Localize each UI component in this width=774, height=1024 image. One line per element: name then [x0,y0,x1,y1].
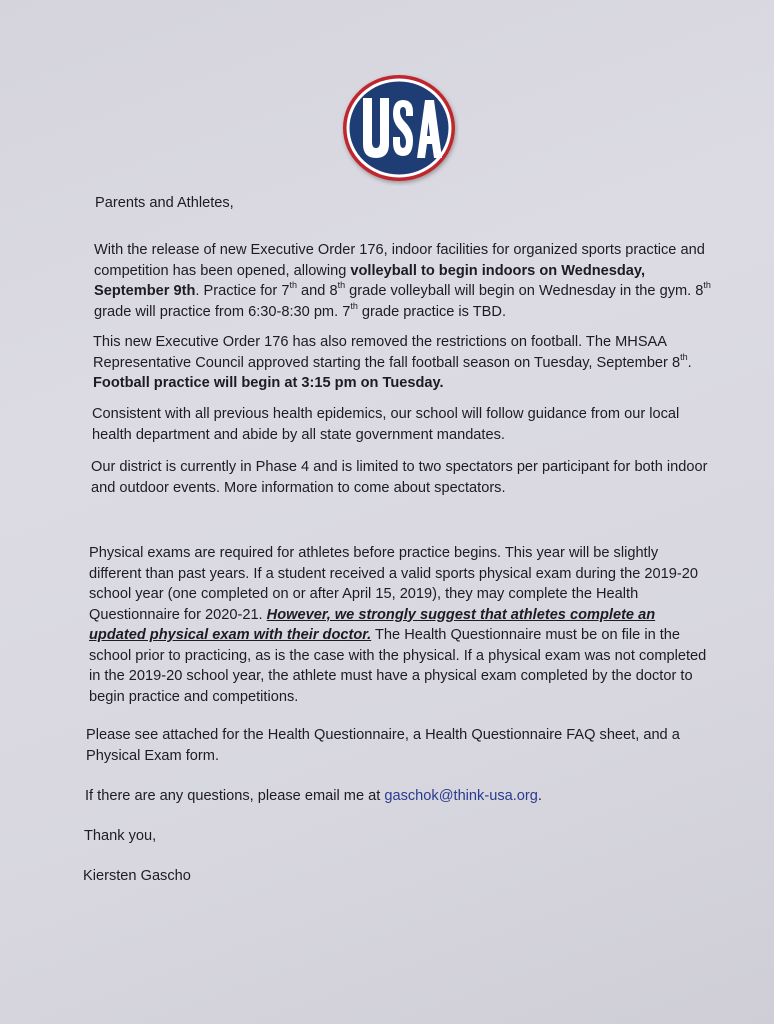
paragraph-attachments: Please see attached for the Health Questionnaire, a Health Questionnaire FAQ sheet, and a Physical Exam form. [86,727,680,764]
greeting: Parents and Athletes, [95,195,234,211]
paragraph-volleyball: With the release of new Executive Order 176, indoor facilities for organized sports practice and competition has been opened, allowing volleyball to begin indoors on Wednesday, September 9th. Practice for 7th and 8th grade volleyball will begin on Wednesday in the gym. 8th grade will practice from 6:30-8:30 pm. 7th grade practice is TBD. [94,242,711,320]
usa-logo-graphic [341,74,459,186]
contact-email[interactable]: gaschok@think-usa.org [384,788,538,804]
paragraph-health-guidance: Consistent with all previous health epidemics, our school will follow guidance from our local health department and abide by all state government mandates. [92,406,680,443]
closing: Thank you, [84,828,157,844]
paragraph-contact: If there are any questions, please email me at gaschok@think-usa.org. [85,788,542,804]
signature: Kiersten Gascho [83,868,191,884]
usa-logo [341,74,459,186]
paragraph-football: This new Executive Order 176 has also removed the restrictions on football. The MHSAA Representative Council approved starting the fall football season on Tuesday, September 8th. Football practice will begin at 3:15 pm on Tuesday. [93,334,692,391]
paragraph-physical-exams: Physical exams are required for athletes before practice begins. This year will be slightly different than past years. If a student received a valid sports physical exam during the 2019-20 school year (one completed on or after April 15, 2019), they may complete the Health Questionnaire for 2020-21. However, we strongly suggest that athletes complete an updated physical exam with their doctor. The Health Questionnaire must be on file in the school prior to practicing, as is the case with the physical. If a physical exam was not completed in the 2019-20 school year, the athlete must have a physical exam completed by the doctor to begin practice and competitions. [89,545,707,705]
paragraph-spectators: Our district is currently in Phase 4 and is limited to two spectators per participant for both indoor and outdoor events. More information to come about spectators. [91,459,708,496]
